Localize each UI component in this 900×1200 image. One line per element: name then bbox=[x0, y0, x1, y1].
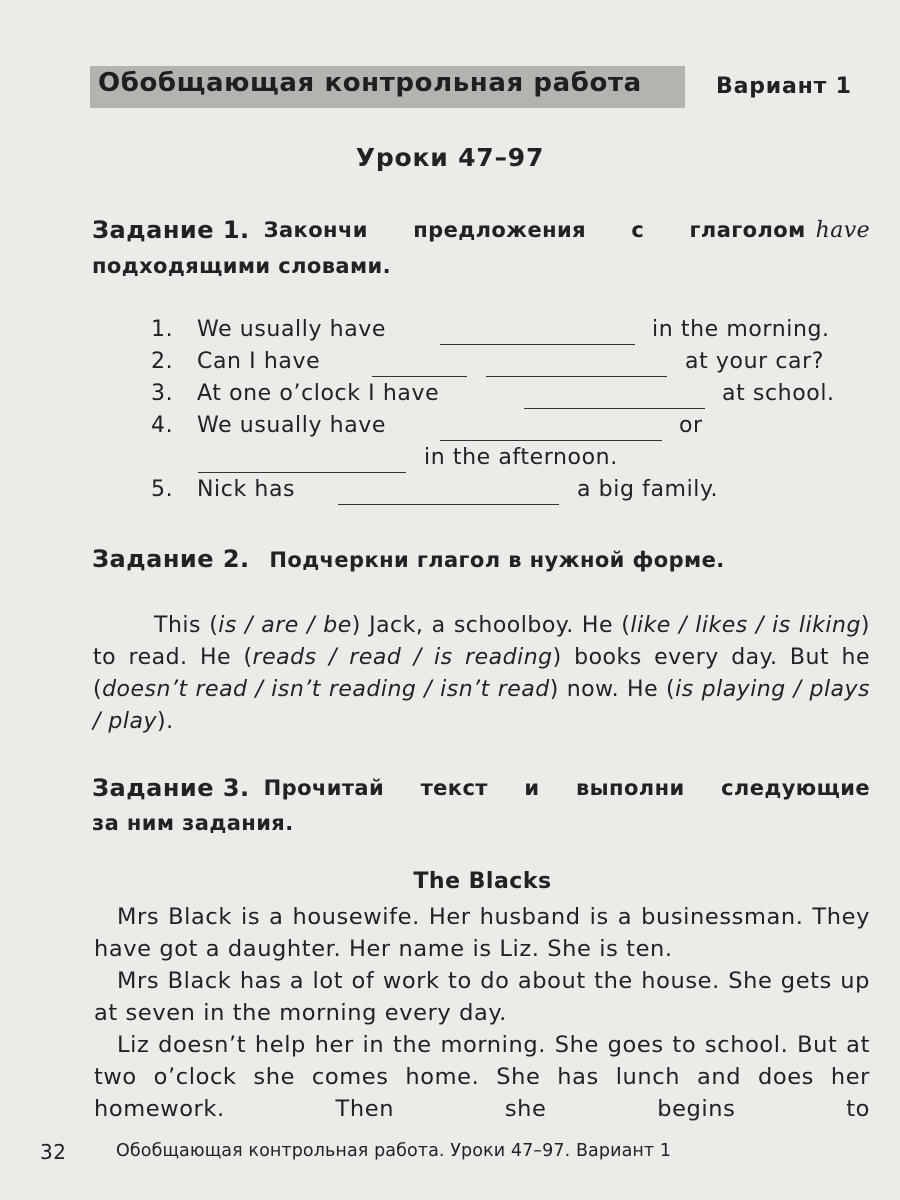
task1-instruction bbox=[92, 213, 870, 284]
verb-options[interactable]: like / likes / is liking bbox=[630, 613, 861, 638]
task1-item4-start: We usually have bbox=[197, 413, 387, 438]
task2-number: Задание 2. bbox=[92, 545, 250, 573]
task1-instruction-part2: подходящими словами. bbox=[92, 254, 392, 278]
task1-item5-end: a big family. bbox=[577, 477, 719, 502]
task1-item2-start: Can I have bbox=[197, 349, 321, 374]
task2-instruction-text: Подчеркни глагол в нужной форме. bbox=[269, 548, 725, 572]
task1-item1-number: 1. bbox=[151, 317, 174, 342]
task1-instruction-part1: Закончи предложения с глаголом bbox=[263, 218, 806, 242]
task1-item2-number: 2. bbox=[151, 349, 174, 374]
task3-instruction-line2: за ним задания. bbox=[92, 811, 294, 835]
task1-item5-start: Nick has bbox=[197, 477, 296, 502]
task1-item1-start: We usually have bbox=[197, 317, 387, 342]
task1-item4-number: 4. bbox=[151, 413, 174, 438]
footer-text: Обобщающая контрольная работа. Уроки 47–97. Вариант 1 bbox=[116, 1141, 672, 1161]
task1-item4-blank-a[interactable] bbox=[440, 440, 662, 441]
text-segment: ) Jack, a schoolboy. He ( bbox=[351, 613, 631, 638]
task1-item2-end: at your car? bbox=[685, 349, 825, 374]
story-title: The Blacks bbox=[413, 869, 552, 894]
page-number: 32 bbox=[40, 1140, 67, 1164]
task1-item4-end: in the afternoon. bbox=[424, 445, 618, 470]
story-paragraph: Mrs Black has a lot of work to do about the house. She gets up at seven in the morning every day. bbox=[94, 968, 870, 1026]
task1-number: Задание 1. bbox=[92, 216, 250, 244]
story-paragraph: Mrs Black is a housewife. Her husband is a businessman. They have got a daughter. Her name is Liz. She is ten. bbox=[94, 904, 870, 962]
task1-item5-blank[interactable] bbox=[338, 504, 559, 505]
task1-item2-blank-b[interactable] bbox=[486, 376, 667, 377]
task3-number: Задание 3. bbox=[92, 774, 250, 802]
task2-text bbox=[93, 610, 870, 738]
lessons-heading: Уроки 47–97 bbox=[355, 143, 545, 172]
task1-item3-end: at school. bbox=[722, 381, 835, 406]
task1-item4-blank-b[interactable] bbox=[198, 472, 406, 473]
story-paragraph: Liz doesn’t help her in the morning. She goes to school. But at two o’clock she comes home. She has lunch and does her homework. Then she begins to bbox=[94, 1032, 870, 1122]
task3-instruction bbox=[92, 771, 870, 841]
text-segment: ) books every day. But he ( bbox=[93, 645, 870, 702]
story-text bbox=[94, 901, 870, 1125]
task1-item3-number: 3. bbox=[151, 381, 174, 406]
task2-instruction bbox=[92, 542, 870, 578]
task1-item4-or: or bbox=[679, 413, 703, 438]
page-title: Обобщающая контрольная работа bbox=[98, 68, 642, 98]
task1-item1-end: in the morning. bbox=[652, 317, 830, 342]
verb-options[interactable]: reads / read / is reading bbox=[252, 645, 553, 670]
task1-item1-blank[interactable] bbox=[440, 344, 635, 345]
task1-verb: have bbox=[815, 218, 870, 243]
task3-instruction-line1: Прочитай текст и выполни следующие bbox=[263, 776, 870, 800]
text-segment: ) to read. He ( bbox=[93, 613, 871, 670]
task1-item2-blank-a[interactable] bbox=[372, 376, 467, 377]
task1-item3-start: At one o’clock I have bbox=[197, 381, 440, 406]
text-segment: ). bbox=[156, 709, 174, 734]
verb-options[interactable]: is / are / be bbox=[218, 613, 352, 638]
task1-item3-blank[interactable] bbox=[524, 408, 705, 409]
task1-item5-number: 5. bbox=[151, 477, 174, 502]
verb-options[interactable]: is playing / plays / play bbox=[93, 677, 871, 734]
verb-options[interactable]: doesn’t read / isn’t reading / isn’t read bbox=[102, 677, 550, 702]
variant-label: Вариант 1 bbox=[716, 74, 852, 99]
text-segment: ) now. He ( bbox=[549, 677, 676, 702]
text-segment: This ( bbox=[154, 613, 219, 638]
